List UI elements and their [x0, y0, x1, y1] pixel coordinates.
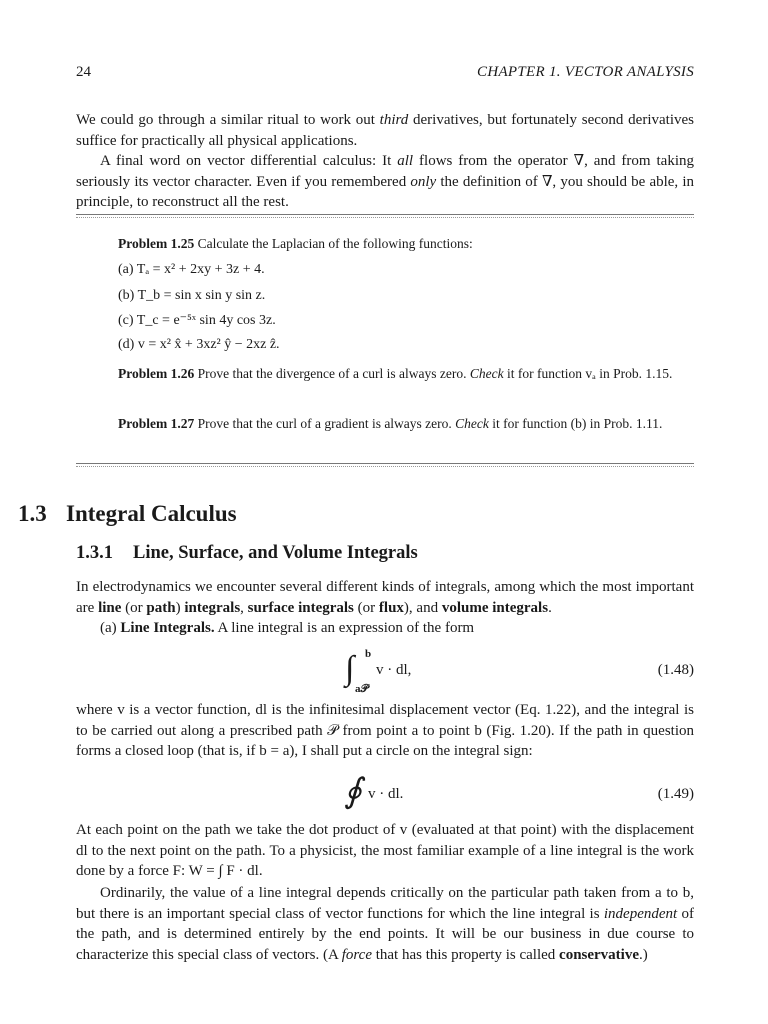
subsection-title: Line, Surface, and Volume Integrals [133, 543, 418, 563]
problem-1-27: Problem 1.27 Prove that the curl of a gradient is always zero. Check it for function (b) in Prob. 1.11. [118, 416, 663, 431]
problem-1-25: Problem 1.25 Calculate the Laplacian of the following functions: [118, 236, 473, 251]
intro-paragraph-1: We could go through a similar ritual to work out third derivatives, but fortunately second derivatives suffice for practically all physical applications. [76, 112, 694, 149]
problem-box-bottom-rule [76, 463, 694, 464]
body-paragraph-5: Ordinarily, the value of a line integral depends critically on the particular path taken from a to b, but there is an important special class of vector functions for which the line integral is independent of the path, and is determined entirely by the end points. It will be our business in due course to characterize this special class of vectors. (A force that has this property is called conservative.) [76, 885, 694, 963]
problem-box-bottom-rule-2 [76, 466, 694, 467]
body-paragraph-3: where v is a vector function, dl is the infinitesimal displacement vector (Eq. 1.22), and the integral is to be carried out along a prescribed path 𝒫 from point a to point b (Fig. 1.20). If the path in question forms a closed loop (that is, if b = a), I shall put a circle on the integral sign: [76, 702, 694, 759]
body-paragraph-1: In electrodynamics we encounter several different kinds of integrals, among which the most important are line (or path) integrals, surface integrals (or flux), and volume integrals. [76, 579, 694, 616]
problem-box-top-rule-2 [76, 217, 694, 218]
equation-body: v · dl, [376, 662, 412, 678]
problem-1-25-c: (c) T_c = e⁻⁵ˣ sin 4y cos 3z. [118, 313, 276, 328]
problem-1-25-a: (a) Tₐ = x² + 2xy + 3z + 4. [118, 262, 265, 277]
equation-number: (1.49) [657, 786, 694, 802]
section-heading [18, 501, 237, 527]
body-paragraph-2: (a) Line Integrals. A line integral is an expression of the form [100, 620, 475, 636]
subsection-heading [76, 543, 418, 564]
contour-integral-sign: ∮ [344, 773, 362, 810]
equation-number: (1.48) [657, 662, 694, 678]
problem-1-26: Problem 1.26 Prove that the divergence of a curl is always zero. Check it for function vₐ in Prob. 1.15. [118, 366, 673, 381]
section-title: Integral Calculus [66, 501, 237, 526]
running-header [76, 64, 694, 86]
problem-1-25-b: (b) T_b = sin x sin y sin z. [118, 288, 266, 303]
page-number: 24 [76, 64, 91, 80]
section-number: 1.3 [18, 501, 47, 526]
integral-upper-limit: b [365, 648, 372, 660]
equation-body: v · dl. [368, 786, 404, 802]
subsection-number: 1.3.1 [76, 543, 113, 563]
integral-lower-limit: a𝒫 [355, 683, 369, 695]
integral-sign: ∫ [345, 650, 355, 687]
chapter-title: CHAPTER 1. VECTOR ANALYSIS [477, 64, 694, 80]
problem-box-top-rule [76, 214, 694, 215]
problem-1-25-d: (d) v = x² x̂ + 3xz² ŷ − 2xz ẑ. [118, 337, 280, 352]
intro-paragraph-2: A final word on vector differential calculus: It all flows from the operator ∇, and from taking seriously its vector character. Even if you remembered only the definition of ∇, you should be able, in principle, to reconstruct all the rest. [76, 153, 694, 210]
body-paragraph-4: At each point on the path we take the dot product of v (evaluated at that point) with the displacement dl to the next point on the path. To a physicist, the most familiar example of a line integral is the work done by a force F: W = ∫ F · dl. [76, 822, 694, 879]
